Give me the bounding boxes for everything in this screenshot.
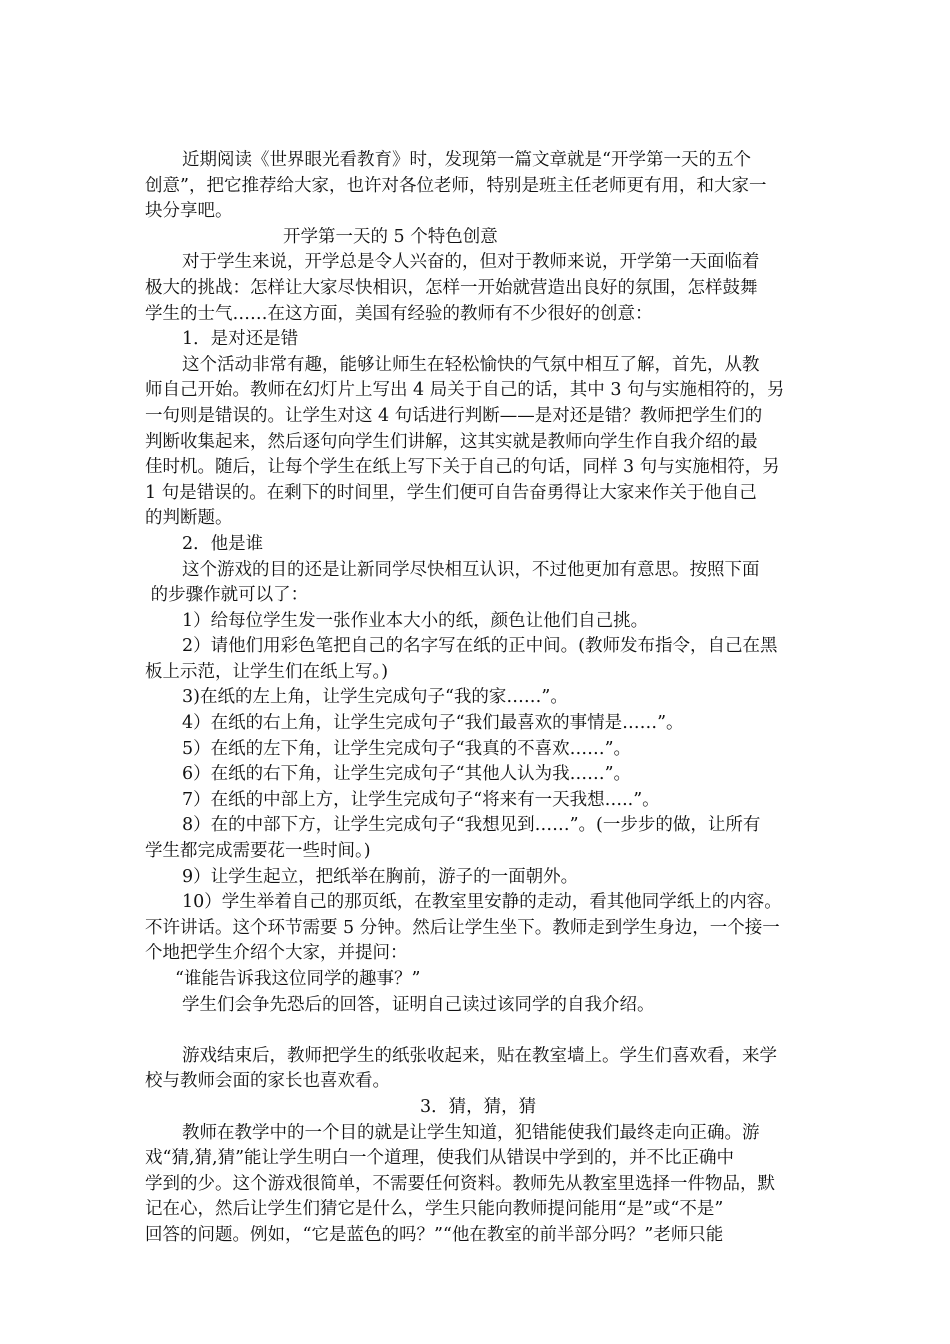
step-item: 5）在纸的左下角，让学生完成句子“我真的不喜欢……”。: [182, 738, 632, 759]
blank-line: [145, 1018, 810, 1044]
opening-line: 学生的士气……在这方面，美国有经验的教师有不少很好的创意：: [145, 303, 653, 324]
section1-line: 师自己开始。教师在幻灯片上写出 4 局关于自己的话，其中 3 句与实施相符的，另: [145, 380, 785, 401]
section1-line: 这个活动非常有趣，能够让师生在轻松愉快的气氛中相互了解，首先，从教: [182, 354, 760, 375]
section2-quote: “谁能告诉我这位同学的趣事？”: [175, 969, 421, 989]
intro-line: 近期阅读《世界眼光看教育》时，发现第一篇文章就是“开学第一天的五个: [182, 150, 751, 170]
section2-closing-line: 校与教师会面的家长也喜欢看。: [145, 1071, 390, 1092]
step-item: 9）让学生起立，把纸举在胸前，游子的一面朝外。: [182, 866, 579, 887]
section2-closing: [145, 1044, 810, 1095]
section1-line: 佳时机。随后，让每个学生在纸上写下关于自己的句话，同样 3 句与实施相符，另: [145, 457, 780, 478]
section2-intro: [145, 558, 810, 609]
step-item: 7）在纸的中部上方，让学生完成句子“将来有一天我想…..”。: [182, 789, 660, 810]
section2-intro-line: 这个游戏的目的还是让新同学尽快相互认识，不过他更加有意思。按照下面: [182, 559, 760, 580]
section1-heading: 1．是对还是错: [182, 329, 299, 350]
section2-heading: 2．他是谁: [182, 533, 264, 554]
step-item: 2）请他们用彩色笔把自己的名字写在纸的正中间。(教师发布指令，自己在黑: [182, 636, 778, 657]
intro-line: 块分享吧。: [145, 201, 233, 222]
step-item: 3)在纸的左上角，让学生完成句子“我的家……”。: [182, 687, 568, 708]
section1-line: 的判断题。: [145, 508, 233, 529]
opening-paragraph: [145, 250, 810, 327]
section1-line: 判断收集起来，然后逐句向学生们讲解，这其实就是教师向学生作自我介绍的最: [145, 431, 758, 452]
step-item: 1）给每位学生发一张作业本大小的纸，颜色让他们自己挑。: [182, 610, 649, 631]
section3-line: 回答的问题。例如，“它是蓝色的吗？”“他在教室的前半部分吗？”老师只能: [145, 1224, 724, 1245]
section3-line: 学到的少。这个游戏很简单，不需要任何资料。教师先从教室里选择一件物品，默: [145, 1173, 775, 1194]
step-item: 10）学生举着自己的那页纸，在教室里安静的走动，看其他同学纸上的内容。: [182, 892, 782, 913]
section1-line: 1 句是错误的。在剩下的时间里，学生们便可自告奋勇得让大家来作关于他自己: [145, 482, 757, 503]
step-item: 4）在纸的右上角，让学生完成句子“我们最喜欢的事情是……”。: [182, 713, 684, 734]
section2-steps: [145, 609, 810, 967]
step-item-continuation: 不许讲话。这个环节需要 5 分钟。然后让学生坐下。教师走到学生身边，一个接一: [145, 917, 780, 938]
step-item-continuation: 学生都完成需要花一些时间。): [145, 841, 371, 862]
section2-closing-line: 游戏结束后，教师把学生的纸张收起来，贴在教室墙上。学生们喜欢看，来学: [182, 1045, 777, 1066]
opening-line: 对于学生来说，开学总是令人兴奋的，但对于教师来说，开学第一天面临着: [182, 252, 760, 273]
step-item: 6）在纸的右下角，让学生完成句子“其他人认为我……”。: [182, 764, 632, 785]
intro-paragraph: [145, 148, 810, 225]
section3-line: 记在心，然后让学生们猜它是什么，学生只能向教师提问能用“是”或“不是”: [145, 1199, 724, 1220]
step-item-continuation: 个地把学生介绍个大家，并提问：: [145, 943, 408, 964]
step-item: 8）在的中部下方，让学生完成句子“我想见到……”。(一步步的做，让所有: [182, 815, 761, 836]
article-title: 开学第一天的 5 个特色创意: [283, 226, 498, 247]
opening-line: 极大的挑战：怎样让大家尽快相识，怎样一开始就营造出良好的氛围，怎样鼓舞: [145, 277, 758, 298]
section3-body: [145, 1121, 810, 1249]
section1-line: 一句则是错误的。让学生对这 4 句话进行判断——是对还是错？教师把学生们的: [145, 405, 763, 426]
intro-line: 创意”，把它推荐给大家，也许对各位老师，特别是班主任老师更有用，和大家一: [145, 175, 767, 196]
section3-line: 教师在教学中的一个目的就是让学生知道，犯错能使我们最终走向正确。游: [182, 1122, 760, 1143]
section2-intro-line: 的步骤作就可以了：: [145, 585, 309, 606]
section3-heading: 3．猜，猜，猜: [420, 1096, 537, 1117]
section2-answer: 学生们会争先恐后的回答，证明自己读过该同学的自我介绍。: [182, 994, 655, 1015]
section3-line: 戏“猜,猜,猜”能让学生明白一个道理，使我们从错误中学到的，并不比正确中: [145, 1148, 735, 1169]
step-item-continuation: 板上示范，让学生们在纸上写。): [145, 661, 389, 682]
section1-body: [145, 353, 810, 532]
